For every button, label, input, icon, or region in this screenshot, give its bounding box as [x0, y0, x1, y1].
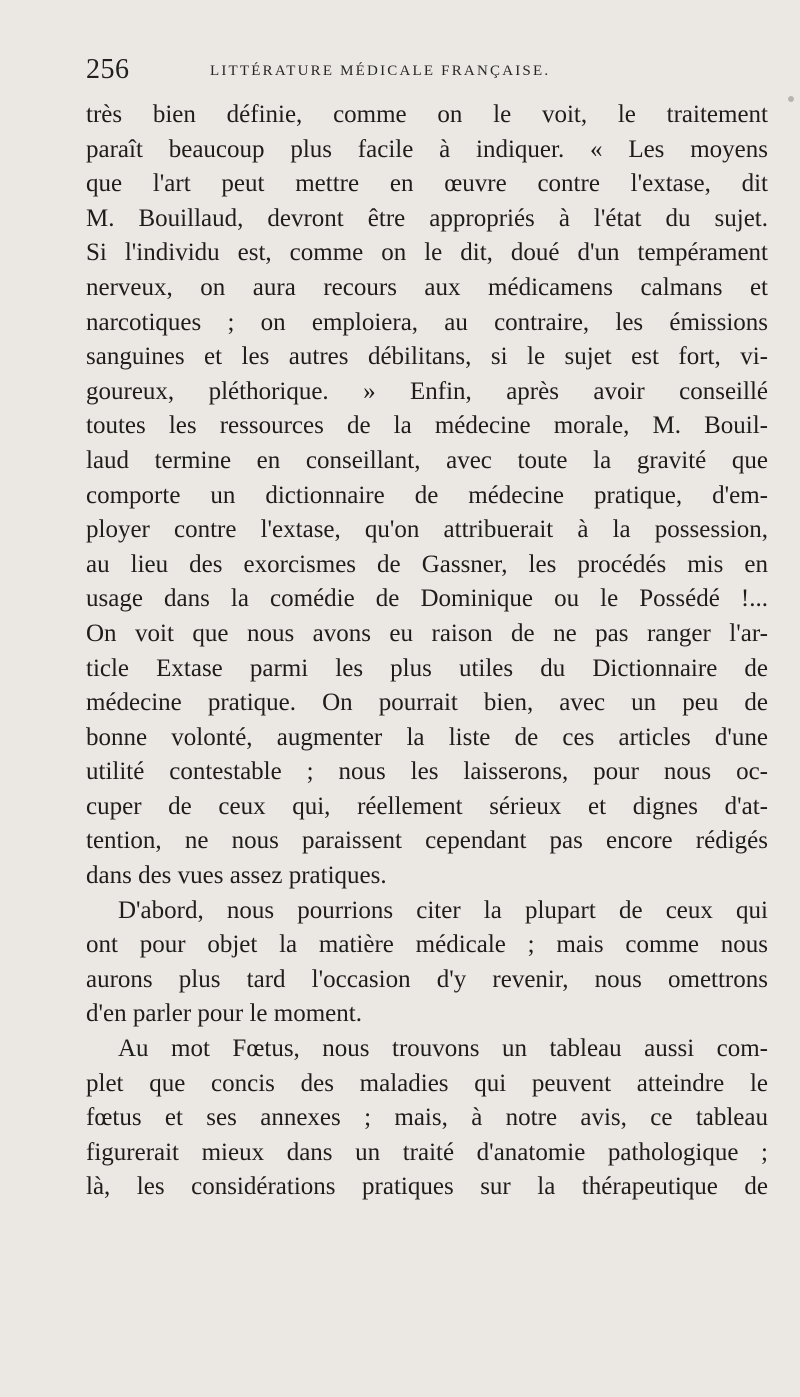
- text-line: sanguines et les autres débilitans, si le sujet est fort, vi-: [86, 343, 768, 371]
- text-line: M. Bouillaud, devront être appropriés à l'état du sujet.: [86, 204, 768, 232]
- text-line: utilité contestable ; nous les laisserons, pour nous oc-: [86, 758, 768, 786]
- text-line: ployer contre l'extase, qu'on attribuerait à la possession,: [86, 516, 768, 544]
- page-header: [86, 54, 776, 94]
- text-line: figurerait mieux dans un traité d'anatomie pathologique ;: [86, 1138, 768, 1166]
- text-line: ticle Extase parmi les plus utiles du Dictionnaire de: [86, 654, 768, 682]
- text-line: goureux, pléthorique. » Enfin, après avoir conseillé: [86, 377, 768, 405]
- text-line: au lieu des exorcismes de Gassner, les procédés mis en: [86, 550, 768, 578]
- paper-speck: [788, 96, 794, 102]
- text-line: Si l'individu est, comme on le dit, doué d'un tempérament: [86, 239, 768, 267]
- text-line: aurons plus tard l'occasion d'y revenir, nous omettrons: [86, 965, 768, 993]
- text-line: narcotiques ; on emploiera, au contraire, les émissions: [86, 308, 768, 336]
- text-line: plet que concis des maladies qui peuvent atteindre le: [86, 1069, 768, 1097]
- text-line: laud termine en conseillant, avec toute la gravité que: [86, 446, 768, 474]
- running-head: LITTÉRATURE MÉDICALE FRANÇAISE.: [210, 63, 551, 79]
- text-line: bonne volonté, augmenter la liste de ces articles d'une: [86, 723, 768, 751]
- text-line: On voit que nous avons eu raison de ne pas ranger l'ar-: [86, 619, 768, 647]
- page-number: 256: [86, 54, 130, 85]
- text-line: nerveux, on aura recours aux médicamens calmans et: [86, 273, 768, 301]
- text-line: dans des vues assez pratiques.: [86, 862, 387, 890]
- text-line: médecine pratique. On pourrait bien, avec un peu de: [86, 689, 768, 717]
- text-line: tention, ne nous paraissent cependant pas encore rédigés: [86, 827, 768, 855]
- text-line: comporte un dictionnaire de médecine pratique, d'em-: [86, 481, 768, 509]
- text-line: que l'art peut mettre en œuvre contre l'extase, dit: [86, 170, 768, 198]
- text-line: là, les considérations pratiques sur la thérapeutique de: [86, 1173, 768, 1201]
- text-line: ont pour objet la matière médicale ; mais comme nous: [86, 931, 768, 959]
- text-line: très bien définie, comme on le voit, le traitement: [86, 101, 768, 128]
- text-line: cuper de ceux qui, réellement sérieux et dignes d'at-: [86, 792, 768, 820]
- body-text: [86, 98, 768, 1205]
- text-line: usage dans la comédie de Dominique ou le Possédé !...: [86, 585, 768, 613]
- text-line: Au mot Fœtus, nous trouvons un tableau aussi com-: [118, 1035, 768, 1063]
- text-line: toutes les ressources de la médecine morale, M. Bouil-: [86, 412, 768, 440]
- text-line: fœtus et ses annexes ; mais, à notre avis, ce tableau: [86, 1104, 768, 1132]
- text-line: paraît beaucoup plus facile à indiquer. « Les moyens: [86, 135, 768, 163]
- text-line: D'abord, nous pourrions citer la plupart de ceux qui: [118, 896, 768, 924]
- text-line: d'en parler pour le moment.: [86, 1000, 362, 1028]
